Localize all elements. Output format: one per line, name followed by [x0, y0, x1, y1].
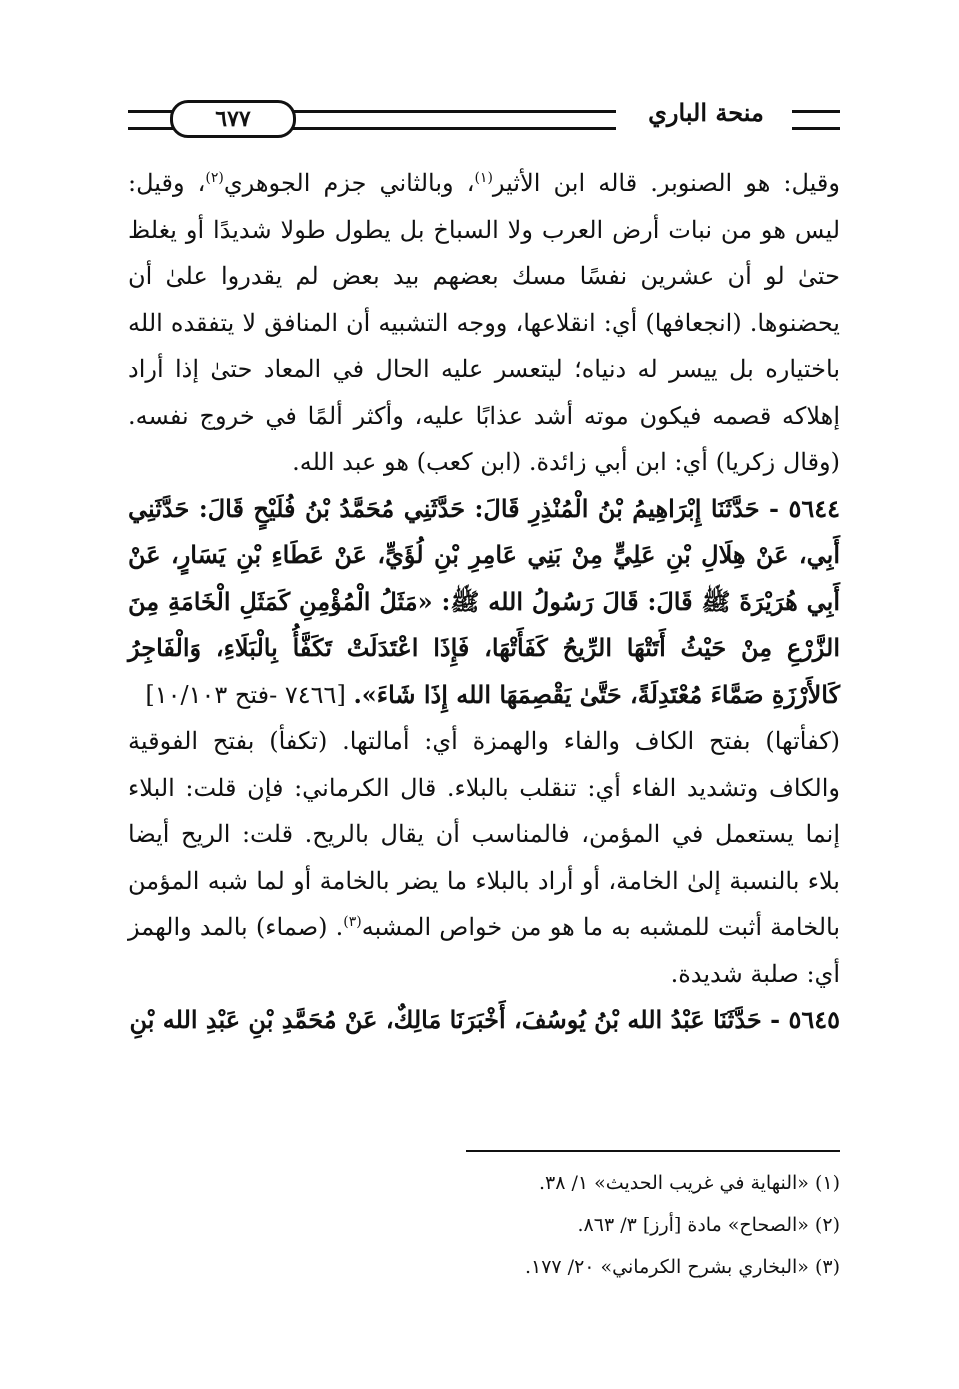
header-rule-middle: [260, 110, 616, 130]
hadith-5645: ٥٦٤٥ - حَدَّثَنَا عَبْدُ الله بْنُ يُوسُفَ، أَخْبَرَنَا مَالِكٌ، عَنْ مُحَمَّدِ بْنِ عَبْدِ الله بْنِ: [129, 1005, 840, 1034]
footnote-2: (٢) «الصحاح» مادة [أرز] ٣/ ٨٦٣.: [577, 1214, 840, 1236]
main-text: [128, 160, 840, 1044]
commentary-paragraph-2: [128, 718, 840, 997]
footnote-marker-1: (١): [474, 170, 493, 186]
commentary-paragraph-1: [128, 160, 840, 486]
hadith-reference: [٧٤٦٦ -فتح ١٠/١٠٣]: [145, 680, 354, 709]
hadith-text: ٥٦٤٤ - حَدَّثَنَا إِبْرَاهِيمُ بْنُ الْمُنْذِرِ قَالَ: حَدَّثَنِي مُحَمَّدُ بْنُ فُلَيْحٍ قَالَ: حَدَّثَنِي أَبِي، عَنْ هِلَالِ بْنِ عَلِيٍّ مِنْ بَنِي عَامِرِ بْنِ لُؤَيٍّ، عَنْ عَطَاءِ بْنِ يَسَارٍ، عَنْ أَبِي هُرَيْرَةَ ﷺ قَالَ: قَالَ رَسُولُ الله ﷺ: «مَثَلُ الْمُؤْمِنِ كَمَثَلِ الْخَامَةِ مِنَ الزَّرْعِ مِنْ حَيْثُ أَتَتْهَا الرِّيحُ كَفَأَتْهَا، فَإِذَا اعْتَدَلَتْ تَكَفَّأُ بِالْبَلَاءِ، وَالْفَاجِرُ كَالأَرْزَةِ صَمَّاءَ مُعْتَدِلَةً، حَتَّىٰ يَقْصِمَهَا الله إِذَا شَاءَ».: [128, 493, 840, 709]
footnote-separator: [466, 1150, 840, 1152]
footnotes: [300, 1162, 840, 1288]
paragraph-text: ، وبالثاني جزم الجوهري: [223, 169, 475, 197]
footnote-marker-2: (٢): [205, 170, 224, 186]
paragraph-text: (كفأتها) بفتح الكاف والفاء والهمزة أي: أمالتها. (تكفأ) بفتح الفوقية والكاف وتشديد الفاء أي: تنقلب بالبلاء. قال الكرماني: فإن قلت: البلاء إنما يستعمل في المؤمن، فالمناسب أن يقال بالريح. قلت: الريح أيضا بلاء بالنسبة إلىٰ الخامة، أو أراد بالبلاء ما يضر بالخامة أو لما شبه المؤمن بالخامة أثبت للمشبه به ما هو من خواص المشبه: [128, 727, 841, 941]
paragraph-text: وقيل: هو الصنوبر. قاله ابن الأثير: [492, 169, 840, 197]
footnote-1: (١) «النهاية في غريب الحديث» ١/ ٣٨.: [539, 1172, 840, 1194]
page-number-badge: [170, 100, 296, 138]
footnote-marker-3: (٣): [343, 914, 362, 930]
hadith-5644: [128, 486, 840, 719]
running-title: منحة الباري: [648, 98, 764, 127]
paragraph-text: . (صماء) بالمد والهمز أي: صلبة شديدة.: [128, 913, 840, 988]
footnote-3: (٣) «البخاري بشرح الكرماني» ٢٠/ ١٧٧.: [524, 1256, 840, 1278]
page-header: [128, 96, 840, 140]
paragraph-text: ، وقيل: ليس هو من نبات أرض العرب ولا السباخ بل يطول طولا شديدًا أو يغلظ حتىٰ لو أن عشرين نفسًا مسك بعضهم بيد بعض لم يقدروا علىٰ أن يحضنوها. (انجعافها) أي: انقلاعها، ووجه التشبيه أن المنافق لا يتفقده الله باختياره بل ييسر له دنياه؛ ليتعسر عليه الحال في المعاد حتىٰ إذا أراد إهلاكه قصمه فيكون موته أشد عذابًا عليه، وأكثر ألمًا في خروج نفسه. (وقال زكريا) أي: ابن أبي زائدة. (ابن كعب) هو عبد الله.: [128, 169, 840, 476]
page-number: ٦٧٧: [215, 106, 251, 132]
header-rule-right: [792, 110, 840, 130]
